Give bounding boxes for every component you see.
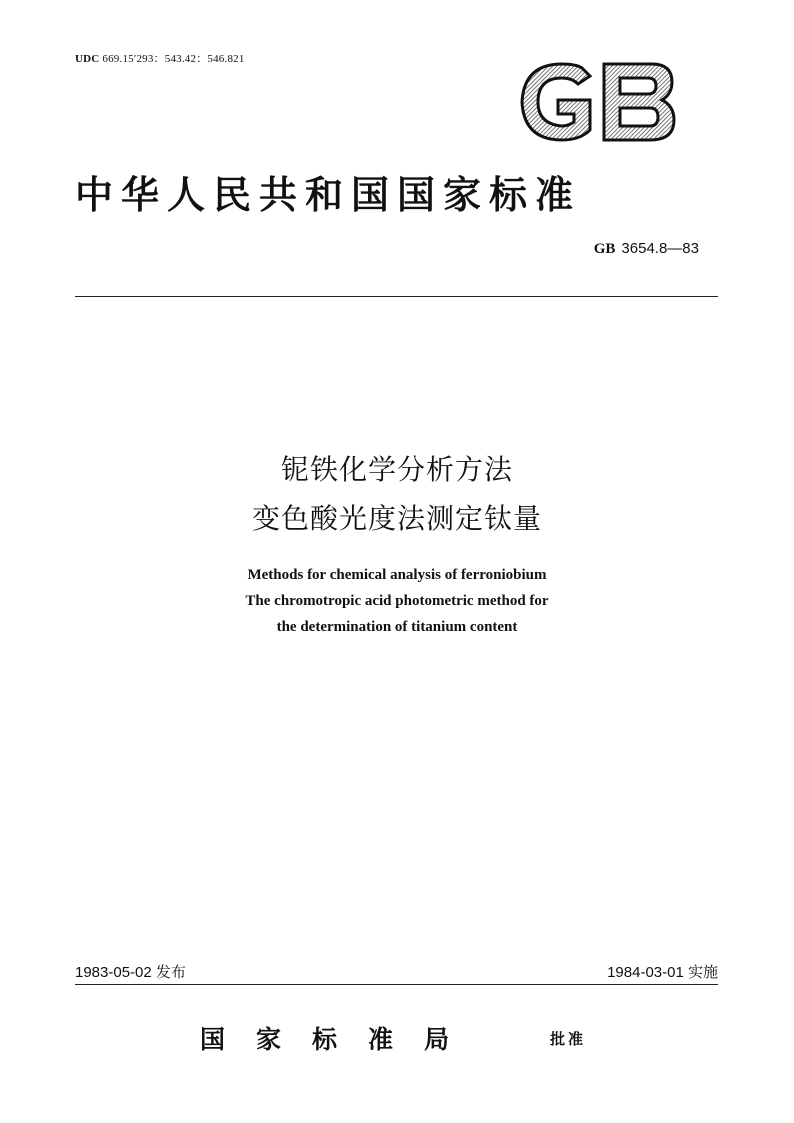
footer-divider (75, 984, 718, 985)
en-title-line2: The chromotropic acid photometric method for (245, 593, 549, 609)
cn-title-line1: 铌铁化学分析方法 (280, 453, 513, 486)
udc-code (75, 50, 245, 66)
issue-date: 1983-05-02 发布 (75, 964, 186, 981)
effective-date: 1984-03-01 实施 (607, 964, 718, 981)
issuer-char: 局 (424, 1025, 450, 1054)
issuer-char: 家 (256, 1025, 282, 1054)
cn-title-line2: 变色酸光度法测定钛量 (251, 502, 542, 535)
standard-code: 3654.8—83 (621, 240, 699, 257)
header-divider (75, 296, 718, 297)
standard-number (594, 240, 699, 258)
en-title-line3: the determination of titanium content (276, 619, 518, 635)
udc-label: UDC (75, 53, 100, 65)
national-standard-title: 中华人民共和国国家标准 (75, 172, 582, 217)
issuing-authority (200, 1020, 480, 1056)
udc-number: 669.15′293：543.42：546.821 (102, 53, 245, 65)
en-title-line1: Methods for chemical analysis of ferroniobium (247, 567, 547, 583)
issuer-char: 标 (312, 1025, 338, 1054)
gb-logo (518, 62, 676, 142)
approval-label: 批准 (550, 1030, 587, 1048)
standard-prefix: GB (593, 241, 616, 257)
issuer-char: 准 (368, 1025, 394, 1054)
issuer-char: 国 (200, 1025, 226, 1054)
